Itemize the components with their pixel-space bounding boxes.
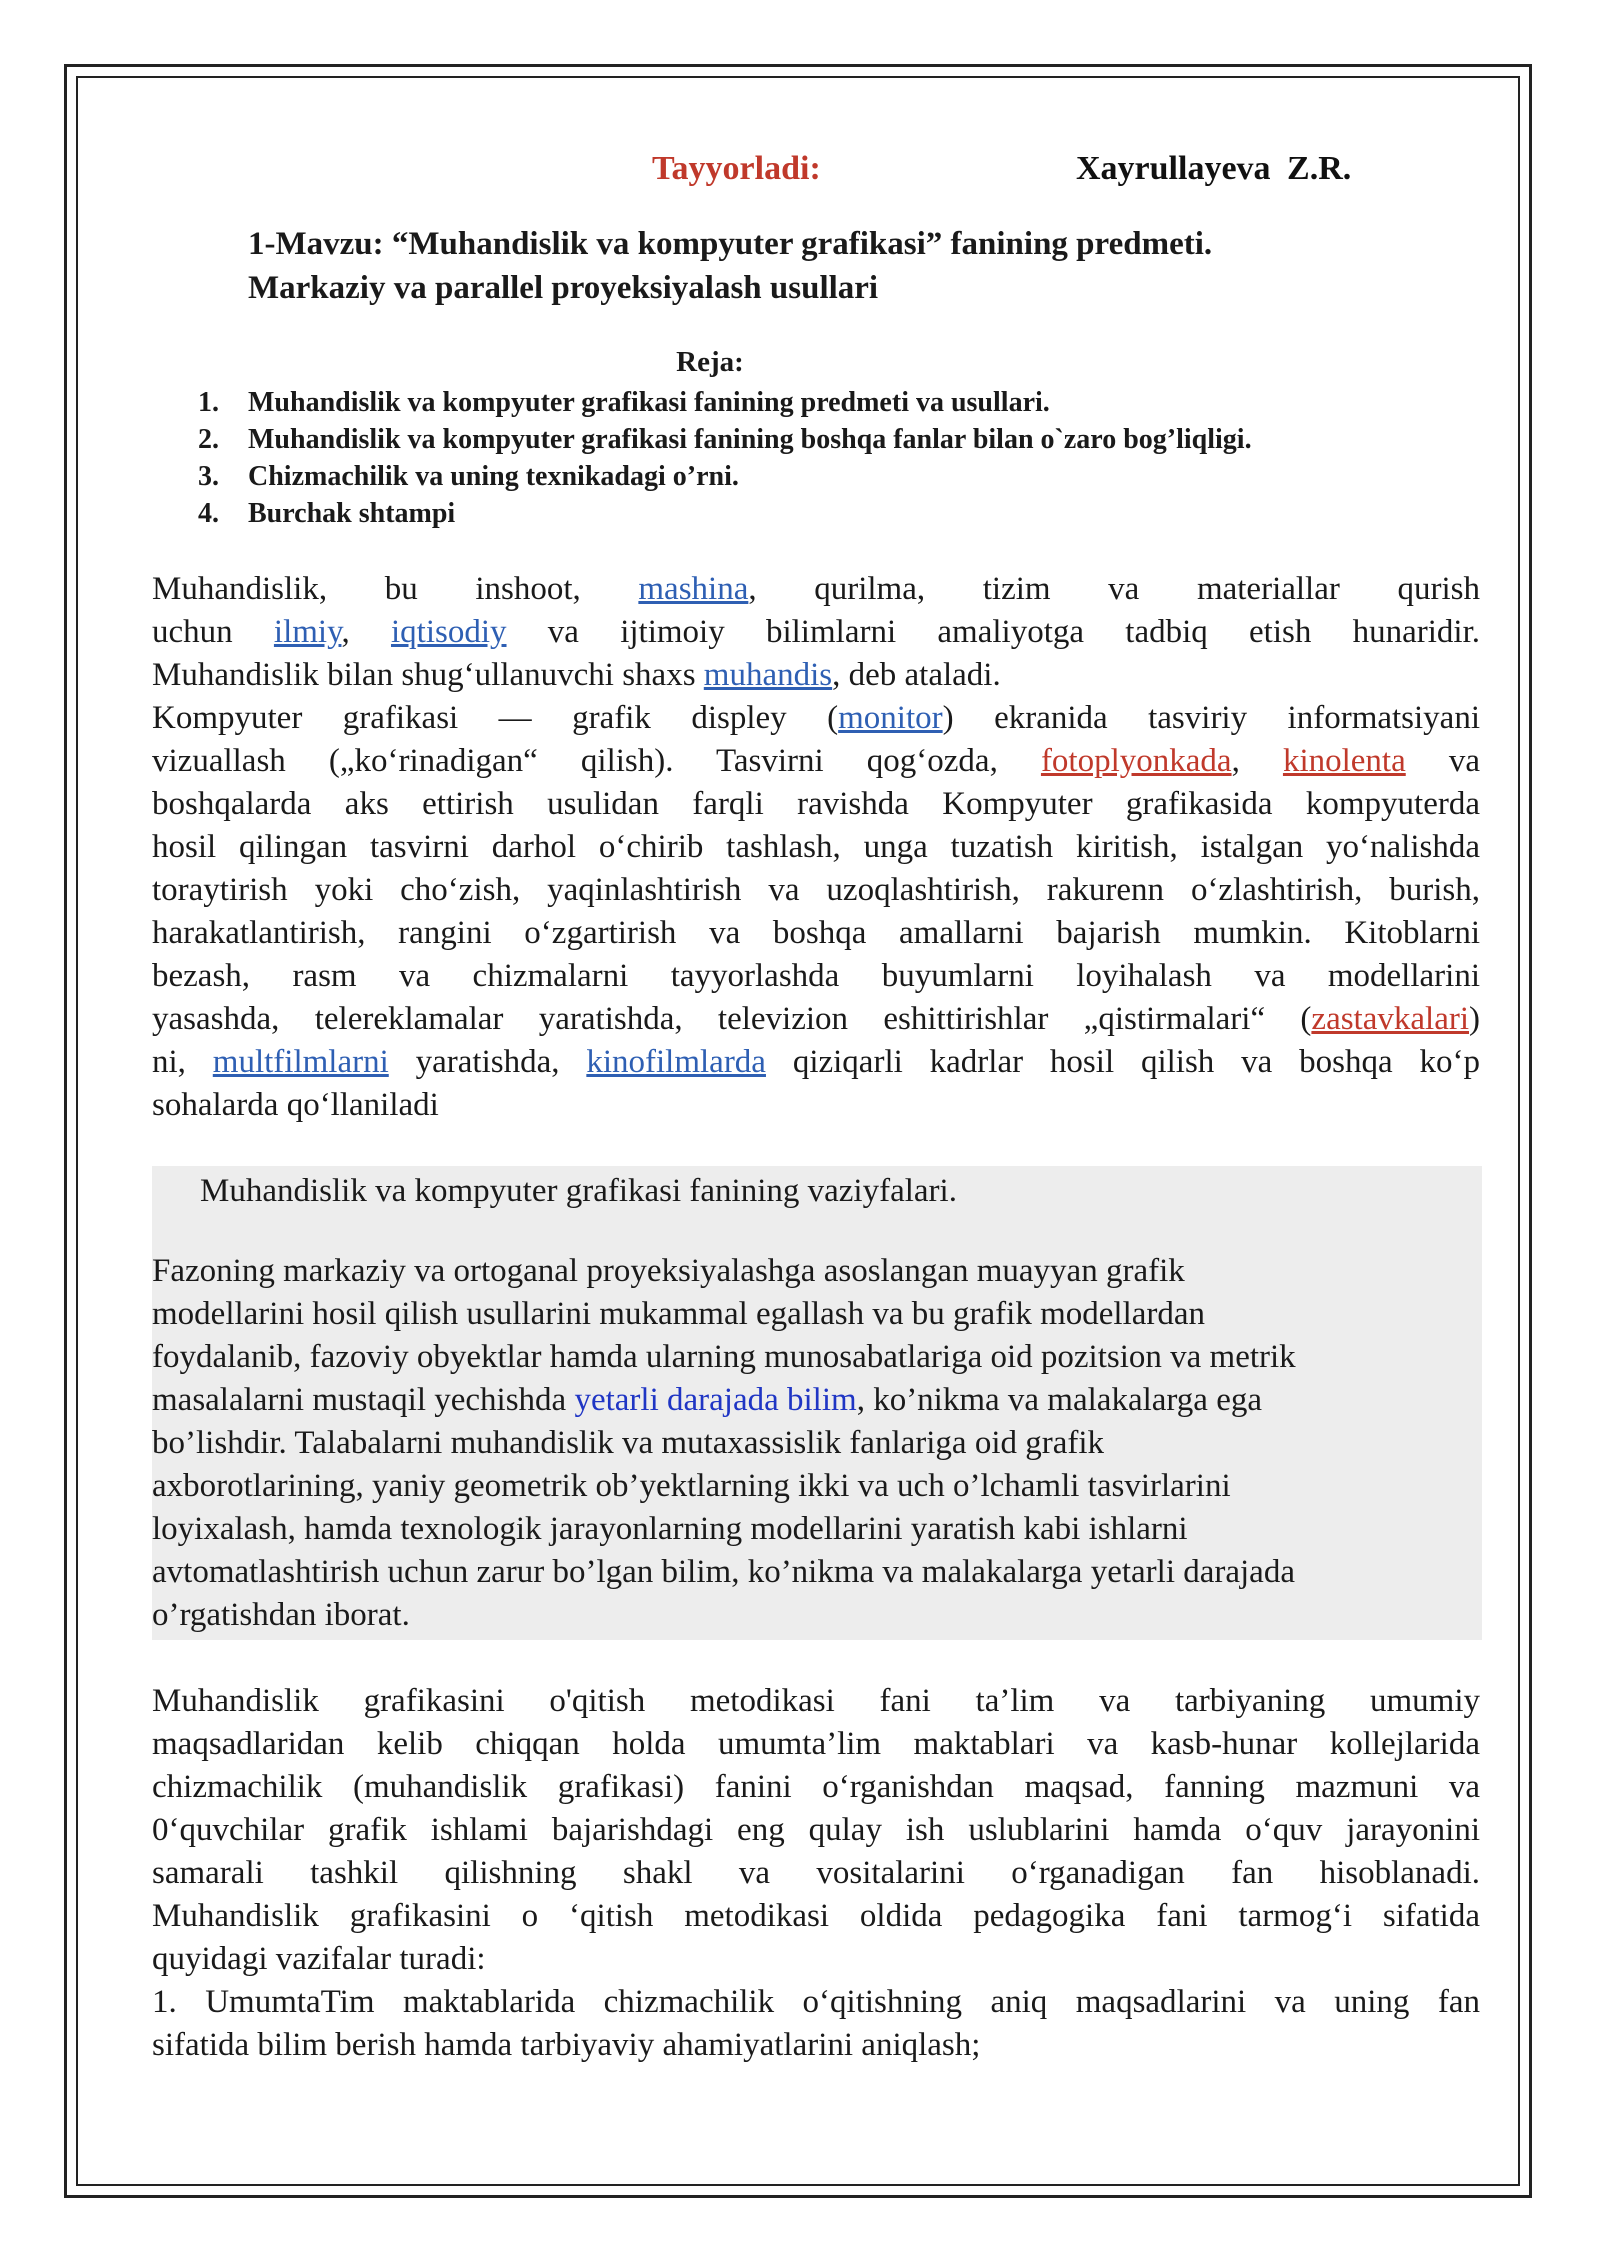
text-line: Muhandislik grafikasini o ‘qitish metodikasi oldida pedagogika fani tarmog‘i sifatida [152,1898,1480,1934]
paragraph-engineering [152,568,1480,697]
link-ilmiy[interactable]: ilmiy [273,614,342,650]
text-span: , deb ataladi. [832,657,1001,693]
topic-line-1: 1-Mavzu: “Muhandislik va kompyuter grafikasi” fanining predmeti. [248,226,1213,262]
prepared-by-label: Tayyorladi: [652,150,821,187]
text-span: , [341,614,391,650]
text-line: maqsadlaridan kelib chiqqan holda umumta’lim maktablari va kasb-hunar kollejlarida [152,1726,1480,1762]
text-line: toraytirish yoki cho‘zish, yaqinlashtirish va uzoqlashtirish, rakurenn o‘zlashtirish, burish, [152,872,1480,908]
plan-heading: Reja: [676,346,744,378]
plan-item-number: 2. [198,424,219,455]
link-zastavkalari[interactable]: zastavkalari [1311,1001,1469,1037]
text-line: sohalarda qo‘llaniladi [152,1087,439,1123]
plan-item [198,495,1498,532]
plan-item [198,421,1498,458]
link-iqtisodiy[interactable]: iqtisodiy [390,614,507,650]
text-line: Fazoning markaziy va ortoganal proyeksiyalashga asoslangan muayyan grafik [152,1253,1185,1289]
text-line [152,611,1480,654]
plan-item-text: Muhandislik va kompyuter grafikasi fanining boshqa fanlar bilan o`zaro bog’liqligi. [248,424,1252,455]
tasks-paragraph [152,1250,1482,1637]
plan-item-text: Muhandislik va kompyuter grafikasi fanining predmeti va usullari. [248,387,1050,418]
author-name: Xayrullayeva Z.R. [1076,150,1352,187]
topic-line-2: Markaziy va parallel proyeksiyalash usullari [248,270,879,306]
highlighted-phrase: yetarli darajada bilim [574,1382,857,1418]
text-span: , ko’nikma va malakalarga ega [856,1382,1262,1418]
text-line: chizmachilik (muhandislik grafikasi) fanini o‘rganishdan maqsad, fanning mazmuni va [152,1769,1480,1805]
text-span: Kompyuter grafikasi — grafik displey ( [152,700,839,736]
text-line [152,697,1480,740]
text-span: Muhandislik, bu inshoot, [152,571,639,607]
text-span: , qurilma, tizim va materiallar qurish [748,571,1480,607]
text-line: loyixalash, hamda texnologik jarayonlarning modellarini yaratish kabi ishlarni [152,1511,1188,1547]
text-line: harakatlantirish, rangini o‘zgartirish va boshqa amallarni bajarish mumkin. Kitoblarni [152,915,1480,951]
document-header [0,150,1600,200]
text-line [152,1041,1480,1084]
text-span: yaratishda, [388,1044,587,1080]
text-line: boshqalarda aks ettirish usulidan farqli ravishda Kompyuter grafikasida kompyuterda [152,786,1480,822]
text-line: avtomatlashtirish uchun zarur bo’lgan bilim, ko’nikma va malakalarga yetarli darajada [152,1554,1295,1590]
text-line [152,654,1480,697]
text-line [152,998,1480,1041]
link-fotoplyonkada[interactable]: fotoplyonkada [1040,743,1232,779]
text-span: va ijtimoiy bilimlarni amaliyotga tadbiq etish hunaridir. [506,614,1481,650]
text-span: yasashda, telereklamalar yaratishda, televizion eshittirishlar „qistirmalari“ ( [152,1001,1312,1037]
link-monitor[interactable]: monitor [838,700,943,736]
link-mashina[interactable]: mashina [638,571,749,607]
text-line: 1. UmumtaTim maktablarida chizmachilik o‘qitishning aniq maqsadlarini va uning fan [152,1984,1480,2020]
paragraph-methodology [152,1680,1480,2067]
text-line: foydalanib, fazoviy obyektlar hamda ularning munosabatlariga oid pozitsion va metrik [152,1339,1296,1375]
plan-item [198,458,1498,495]
text-span: qiziqarli kadrlar hosil qilish va boshqa ko‘p [765,1044,1481,1080]
plan-item-number: 4. [198,498,219,529]
text-line: axborotlarining, yaniy geometrik ob’yektlarning ikki va uch o’lchamli tasvirlarini [152,1468,1231,1504]
text-span: Muhandislik bilan shug‘ullanuvchi shaxs [152,657,704,693]
text-span: va [1405,743,1481,779]
text-span: , [1231,743,1283,779]
text-line: bezash, rasm va chizmalarni tayyorlashda buyumlarni loyihalash va modellarini [152,958,1480,994]
text-line: modellarini hosil qilish usullarini mukammal egallash va bu grafik modellardan [152,1296,1206,1332]
text-span: uchun [152,614,274,650]
link-muhandis[interactable]: muhandis [703,657,833,693]
text-line: sifatida bilim berish hamda tarbiyaviy ahamiyatlarini aniqlash; [152,2027,981,2063]
text-line: o’rgatishdan iborat. [152,1597,410,1633]
text-span: vizuallash („ko‘rinadigan“ qilish). Tasvirni qog‘ozda, [152,743,1041,779]
tasks-heading: Muhandislik va kompyuter grafikasi fanining vaziyfalari. [200,1173,957,1209]
plan-item-text: Chizmachilik va uning texnikadagi o’rni. [248,461,739,492]
topic-title [248,222,1498,310]
text-span: ) ekranida tasviriy informatsiyani [942,700,1481,736]
text-line [152,740,1480,783]
plan-item-text: Burchak shtampi [248,498,456,529]
link-multfilmlarni[interactable]: multfilmlarni [212,1044,389,1080]
text-span: ni, [152,1044,213,1080]
text-line: Muhandislik grafikasini o'qitish metodikasi fani ta’lim va tarbiyaning umumiy [152,1683,1480,1719]
text-line [152,568,1480,611]
plan-item-number: 3. [198,461,219,492]
plan-item [198,384,1498,421]
paragraph-computer-graphics [152,697,1480,1127]
text-line: hosil qilingan tasvirni darhol o‘chirib tashlash, unga tuzatish kiritish, istalgan yo‘nalishda [152,829,1480,865]
text-line: bo’lishdir. Talabalarni muhandislik va mutaxassislik fanlariga oid grafik [152,1425,1105,1461]
text-line [152,1379,1482,1422]
text-line: 0‘quvchilar grafik ishlami bajarishdagi eng qulay ish uslublarini hamda o‘quv jarayonini [152,1812,1480,1848]
link-kinofilmlarda[interactable]: kinofilmlarda [586,1044,766,1080]
text-line: samarali tashkil qilishning shakl va vositalarini o‘rganadigan fan hisoblanadi. [152,1855,1480,1891]
plan-list [198,384,1498,532]
text-line: quyidagi vazifalar turadi: [152,1941,486,1977]
plan-item-number: 1. [198,387,219,418]
text-span: ) [1469,1001,1480,1037]
link-kinolenta[interactable]: kinolenta [1282,743,1406,779]
text-span: masalalarni mustaqil yechishda [152,1382,575,1418]
